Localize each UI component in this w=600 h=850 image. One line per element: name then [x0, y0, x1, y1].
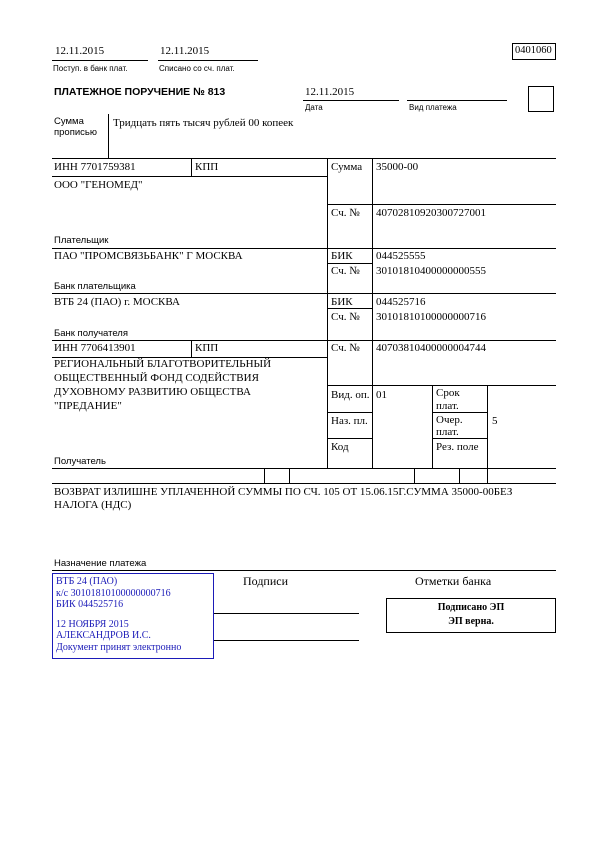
payee-bank-account: 30101810100000000716 — [376, 311, 486, 323]
grid-line — [289, 468, 290, 483]
order-date-label: Дата — [305, 103, 323, 112]
order-date-line — [303, 100, 399, 101]
naz-pl-label: Наз. пл. — [331, 415, 368, 427]
signed-ep-line-1: Подписано ЭП — [437, 602, 505, 613]
grid-line — [432, 438, 488, 439]
payee-account-label: Сч. № — [331, 342, 360, 354]
grid-line — [327, 412, 373, 413]
payee-name-line-4: "ПРЕДАНИЕ" — [54, 400, 122, 412]
payee-bank-label: Банк получателя — [54, 328, 128, 339]
payee-bank-name: ВТБ 24 (ПАО) г. МОСКВА — [54, 296, 180, 308]
payee-name-line-1: РЕГИОНАЛЬНЫЙ БЛАГОТВОРИТЕЛЬНЫЙ — [54, 358, 272, 370]
grid-line — [52, 483, 556, 484]
srok-plat-label-2: плат. — [436, 400, 459, 412]
received-date: 12.11.2015 — [55, 45, 105, 57]
grid-line — [52, 176, 328, 177]
payer-name: ООО "ГЕНОМЕД" — [54, 179, 143, 191]
signatures-label: Подписи — [243, 574, 289, 588]
srok-plat-label-1: Срок — [436, 387, 460, 399]
payer-bank-account-label: Сч. № — [331, 265, 360, 277]
grid-line — [52, 340, 556, 341]
signature-line-1 — [214, 613, 359, 614]
stamp-line-1: ВТБ 24 (ПАО) — [56, 576, 118, 587]
payee-inn: ИНН 7706413901 — [54, 342, 136, 354]
payer-account-label: Сч. № — [331, 207, 360, 219]
debited-date-label: Списано со сч. плат. — [159, 64, 235, 73]
form-code-box — [512, 43, 556, 60]
grid-line — [327, 308, 373, 309]
payee-account: 40703810400000004744 — [376, 342, 486, 354]
amount-words-divider — [108, 114, 109, 158]
grid-line — [264, 468, 265, 483]
payee-kpp-label: КПП — [195, 342, 219, 354]
signature-line-2 — [214, 640, 359, 641]
payer-status-box — [528, 86, 554, 112]
payee-bank-account-label: Сч. № — [331, 311, 360, 323]
purpose-line-1: ВОЗВРАТ ИЗЛИШНЕ УПЛАЧЕННОЙ СУММЫ ПО СЧ. 105 ОТ 15.06.15Г.СУММА 35000-00БЕЗ — [54, 486, 513, 498]
grid-line — [414, 468, 415, 483]
payee-name-line-2: ОБЩЕСТВЕННЫЙ ФОНД СОДЕЙСТВИЯ — [54, 372, 259, 384]
payer-label: Плательщик — [54, 235, 109, 246]
payer-bank-bik: 044525555 — [376, 250, 426, 262]
grid-line — [487, 468, 488, 483]
grid-line — [327, 438, 373, 439]
stamp-line-6: Документ принят электронно — [56, 641, 182, 653]
order-date: 12.11.2015 — [305, 86, 355, 98]
stamp-line-4: 12 НОЯБРЯ 2015 — [56, 618, 129, 630]
grid-line — [327, 263, 373, 264]
form-code: 0401060 — [515, 45, 552, 56]
vid-op-label: Вид. оп. — [331, 389, 370, 401]
grid-line — [459, 468, 460, 483]
grid-line — [52, 293, 556, 294]
grid-line — [327, 385, 556, 386]
grid-line — [52, 248, 556, 249]
amount-words-label-1: Сумма — [54, 116, 84, 127]
grid-line — [432, 412, 488, 413]
received-date-line — [52, 60, 148, 61]
payer-sum: 35000-00 — [376, 161, 419, 173]
ocher-plat-label-2: плат. — [436, 426, 459, 438]
bank-marks-label: Отметки банка — [415, 574, 492, 588]
payer-kpp-label: КПП — [195, 161, 219, 173]
grid-line — [52, 468, 556, 469]
bank-stamp — [52, 573, 214, 659]
payment-type-line — [407, 100, 507, 101]
bank-marks-box — [386, 598, 556, 633]
payer-bank-label: Банк плательщика — [54, 281, 136, 292]
ocher-plat-label-1: Очер. — [436, 414, 463, 426]
vid-op-value: 01 — [376, 389, 387, 401]
ocher-plat-value: 5 — [492, 415, 498, 427]
signed-ep-line-2: ЭП верна. — [448, 616, 494, 627]
rez-pole-label: Рез. поле — [436, 441, 479, 453]
debited-date-line — [158, 60, 258, 61]
payer-bank-name: ПАО "ПРОМСВЯЗЬБАНК" Г МОСКВА — [54, 250, 243, 262]
payment-type-label: Вид платежа — [409, 103, 457, 112]
purpose-label: Назначение платежа — [54, 558, 147, 569]
grid-line — [432, 385, 433, 468]
debited-date: 12.11.2015 — [160, 45, 210, 57]
payer-bank-bik-label: БИК — [331, 250, 353, 262]
stamp-line-2: к/с 30101810100000000716 — [56, 587, 171, 599]
purpose-line-2: НАЛОГА (НДС) — [54, 499, 132, 511]
grid-line — [52, 570, 556, 571]
received-date-label: Поступ. в банк плат. — [53, 64, 128, 73]
amount-words-text: Тридцать пять тысяч рублей 00 копеек — [113, 117, 294, 129]
payee-bank-bik: 044525716 — [376, 296, 426, 308]
grid-line — [327, 204, 556, 205]
grid-line — [487, 385, 488, 468]
stamp-line-3: БИК 044525716 — [56, 599, 124, 610]
amount-words-label-2: прописью — [54, 127, 97, 138]
grid-line — [52, 158, 556, 159]
payer-sum-label: Сумма — [331, 161, 363, 173]
payee-label: Получатель — [54, 456, 106, 467]
grid-line — [191, 340, 192, 357]
payee-bank-bik-label: БИК — [331, 296, 353, 308]
order-title: ПЛАТЕЖНОЕ ПОРУЧЕНИЕ № 813 — [54, 86, 226, 98]
payer-inn: ИНН 7701759381 — [54, 161, 136, 173]
payer-bank-account: 30101810400000000555 — [376, 265, 486, 277]
payer-account: 40702810920300727001 — [376, 207, 486, 219]
kod-label: Код — [331, 441, 349, 453]
stamp-line-5: АЛЕКСАНДРОВ И.С. — [56, 630, 151, 641]
payee-name-line-3: ДУХОВНОМУ РАЗВИТИЮ ОБЩЕСТВА — [54, 386, 251, 398]
grid-line — [191, 158, 192, 176]
